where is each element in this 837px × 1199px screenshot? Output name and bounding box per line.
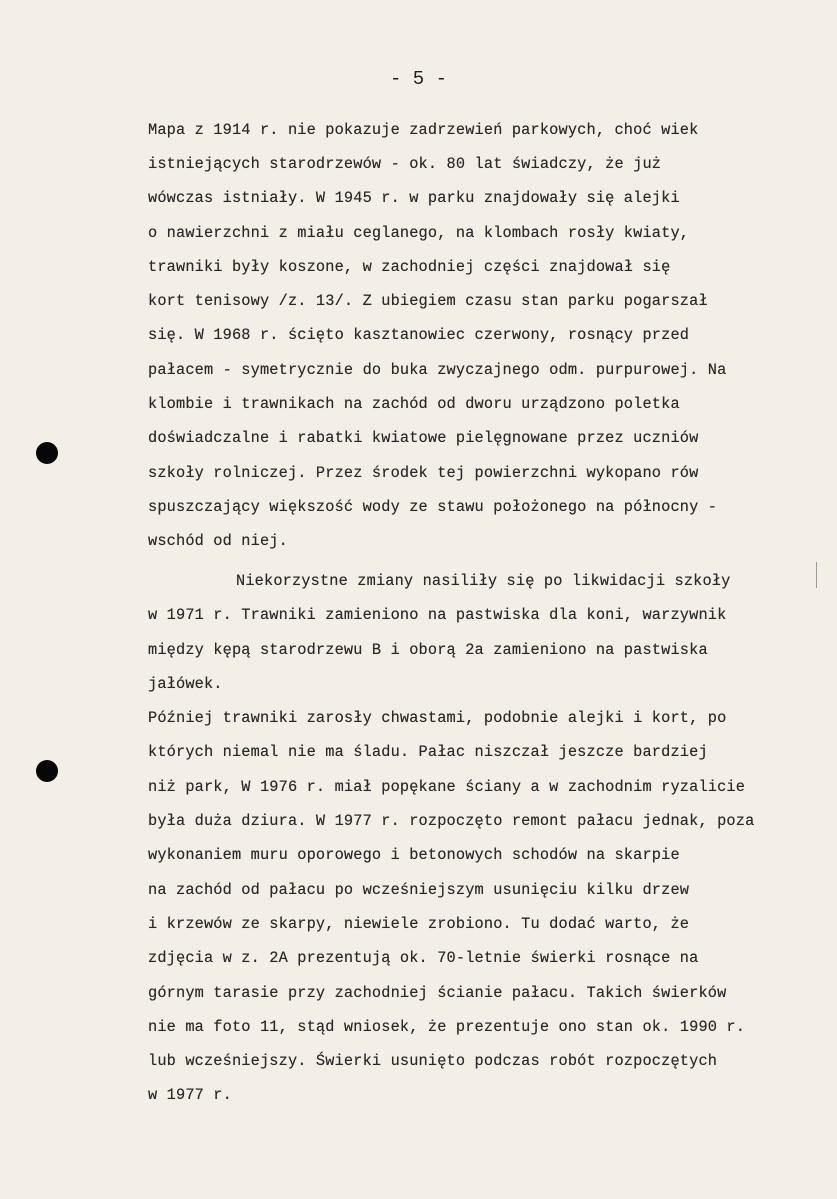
text-line: Mapa z 1914 r. nie pokazuje zadrzewień parkowych, choć wiek: [148, 121, 699, 139]
text-line: wykonaniem muru oporowego i betonowych schodów na skarpie: [148, 846, 680, 864]
text-line: istniejących starodrzewów - ok. 80 lat świadczy, że już: [148, 155, 662, 173]
text-line: szkoły rolniczej. Przez środek tej powierzchni wykopano rów: [148, 464, 699, 482]
text-line: spuszczający większość wody ze stawu położonego na północny -: [148, 498, 718, 516]
page-number: - 5 -: [389, 68, 447, 90]
text-line: doświadczalne i rabatki kwiatowe pielęgnowane przez uczniów: [148, 429, 699, 447]
text-line: wschód od niej.: [148, 532, 288, 550]
text-line: była duża dziura. W 1977 r. rozpoczęto remont pałacu jednak, poza: [148, 812, 755, 830]
text-line: pałacem - symetrycznie do buka zwyczajnego odm. purpurowej. Na: [148, 361, 727, 379]
text-line: w 1977 r.: [148, 1086, 232, 1104]
text-line: kort tenisowy /z. 13/. Z ubiegiem czasu stan parku pogarszał: [148, 292, 708, 310]
text-line: lub wcześniejszy. Świerki usunięto podczas robót rozpoczętych: [148, 1052, 718, 1070]
text-line: jałówek.: [148, 675, 223, 693]
punch-hole-lower: [36, 760, 58, 782]
text-line: górnym tarasie przy zachodniej ścianie pałacu. Takich świerków: [148, 984, 727, 1002]
text-line: trawniki były koszone, w zachodniej części znajdował się: [148, 258, 671, 276]
text-line: i krzewów ze skarpy, niewiele zrobiono. Tu dodać warto, że: [148, 915, 690, 933]
text-line: nie ma foto 11, stąd wniosek, że prezentuje ono stan ok. 1990 r.: [148, 1018, 746, 1036]
text-line: Później trawniki zarosły chwastami, podobnie alejki i kort, po: [148, 709, 727, 727]
text-line: o nawierzchni z miału ceglanego, na klombach rosły kwiaty,: [148, 224, 690, 242]
text-line: zdjęcia w z. 2A prezentują ok. 70-letnie świerki rosnące na: [148, 949, 699, 967]
text-line: Niekorzystne zmiany nasiliły się po likwidacji szkoły: [236, 572, 731, 590]
text-line: których niemal nie ma śladu. Pałac niszczał jeszcze bardziej: [148, 743, 708, 761]
text-line: na zachód od pałacu po wcześniejszym usunięciu kilku drzew: [148, 881, 690, 899]
margin-mark: [816, 562, 817, 588]
text-line: między kępą starodrzewu B i oborą 2a zamieniono na pastwiska: [148, 641, 708, 659]
text-line: w 1971 r. Trawniki zamieniono na pastwiska dla koni, warzywnik: [148, 606, 727, 624]
text-line: niż park, W 1976 r. miał popękane ściany a w zachodnim ryzalicie: [148, 778, 746, 796]
text-line: się. W 1968 r. ścięto kasztanowiec czerwony, rosnący przed: [148, 326, 690, 344]
text-line: klombie i trawnikach na zachód od dworu urządzono poletka: [148, 395, 680, 413]
punch-hole-upper: [36, 442, 58, 464]
text-line: wówczas istniały. W 1945 r. w parku znajdowały się alejki: [148, 189, 680, 207]
